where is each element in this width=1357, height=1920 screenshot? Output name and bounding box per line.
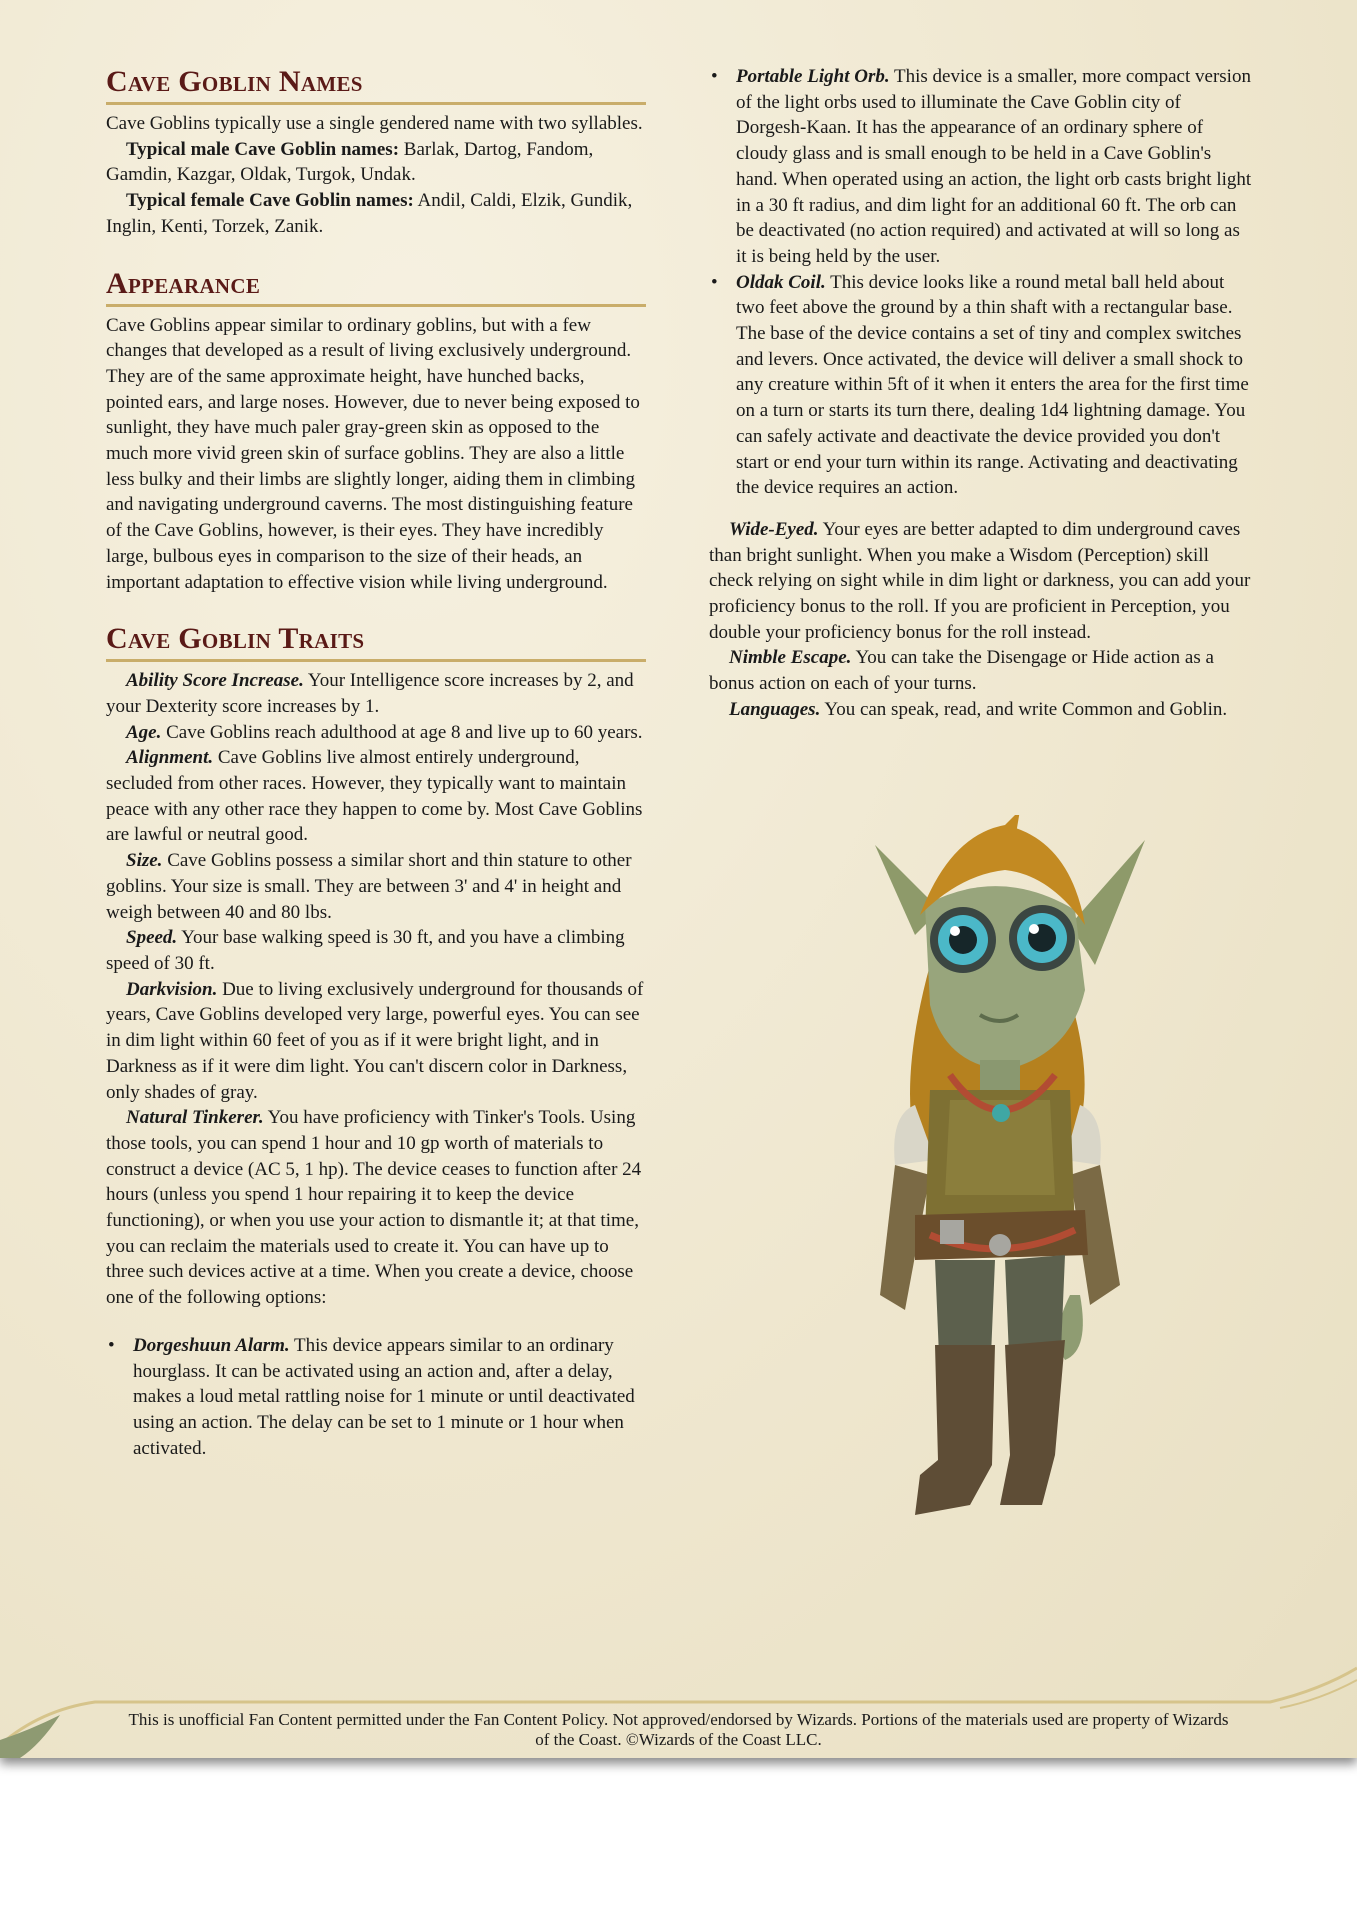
left-column xyxy=(106,64,646,1461)
device-text: This device is a smaller, more compact version of the light orbs used to illuminate the Cave Goblin city of Dorgesh-Kaan. It has the appearance of an ordinary sphere of cloudy glass and is small enough to be held in a Cave Goblin's hand. When operated using an action, the light orb casts bright light in a 30 ft radius, and dim light for an additional 60 ft. The orb can be deactivated (no action required) and activated at will so long as it is being held by the user. xyxy=(736,66,1252,267)
device-label: Portable Light Orb. xyxy=(736,66,890,87)
footer-disclaimer: This is unofficial Fan Content permitted under the Fan Content Policy. Not approved/endorsed by Wizards. Portions of the materials used are property of Wizards of the Coast. ©Wizards of the Coast LLC. xyxy=(128,1710,1229,1749)
trait-text: Your Intelligence score increases by 2, and your Dexterity score increases by 1. xyxy=(106,670,634,717)
female-names-label: Typical female Cave Goblin names: xyxy=(126,190,414,212)
male-names-list: Barlak, Dartog, Fandom, Gamdin, Kazgar, Oldak, Turgok, Undak. xyxy=(106,138,594,186)
device-list xyxy=(106,1333,646,1462)
names-intro: Cave Goblins typically use a single gendered name with two syllables. xyxy=(106,113,643,134)
trait-text: Your eyes are better adapted to dim underground caves than bright sunlight. When you make a Wisdom (Perception) skill check relying on sight while in dim light or darkness, you can add your proficiency bonus to the roll. If you are proficient in Perception, you double your proficiency bonus for the roll instead. xyxy=(709,518,1251,643)
trait-paragraph xyxy=(709,517,1252,646)
trait-label: Alignment. xyxy=(126,747,214,769)
device-list-continued xyxy=(709,64,1252,501)
trait-label: Languages. xyxy=(729,698,821,720)
trait-text: Cave Goblins reach adulthood at age 8 and live up to 60 years. xyxy=(161,721,643,743)
male-names-label: Typical male Cave Goblin names: xyxy=(126,138,400,160)
trait-text: Cave Goblins live almost entirely underground, secluded from other races. However, they typically want to maintain peace with any other race they happen to come by. Most Cave Goblins are lawful or neutral good. xyxy=(106,747,643,846)
trait-text: You can speak, read, and write Common and Goblin. xyxy=(820,698,1228,720)
trait-text: Your base walking speed is 30 ft, and you have a climbing speed of 30 ft. xyxy=(106,927,625,974)
right-column xyxy=(709,64,1252,723)
section-heading-traits: Cave Goblin Traits xyxy=(106,621,646,662)
trait-paragraph xyxy=(106,1105,646,1311)
trait-paragraph xyxy=(106,977,646,1106)
trait-label: Age. xyxy=(126,721,162,743)
trait-text: Cave Goblins possess a similar short and thin stature to other goblins. Your size is small. They are between 3' and 4' in height and weigh between 40 and 80 lbs. xyxy=(106,850,632,923)
trait-paragraph xyxy=(106,720,646,746)
trait-label: Ability Score Increase. xyxy=(126,670,304,692)
trait-label: Natural Tinkerer. xyxy=(126,1107,264,1129)
trait-text: You can take the Disengage or Hide action as a bonus action on each of your turns. xyxy=(709,647,1214,695)
device-label: Oldak Coil. xyxy=(736,271,826,293)
trait-paragraph xyxy=(106,668,646,719)
section-heading-appearance: Appearance xyxy=(106,266,646,307)
trait-paragraph xyxy=(106,848,646,925)
cave-goblin-illustration xyxy=(820,815,1170,1530)
trait-paragraph xyxy=(106,925,646,976)
traits-section xyxy=(106,621,646,1461)
trait-text: You have proficiency with Tinker's Tools. Using those tools, you can spend 1 hour and 10 gp worth of materials to construct a device (AC 5, 1 hp). The device ceases to function after 24 hours (unless you spend 1 hour repairing it to keep the device functioning), or when you use your action to dismantle it; at that time, you can reclaim the materials used to create it. You can have up to three such devices active at a time. When you create a device, choose one of the following options: xyxy=(106,1107,642,1309)
trait-paragraph xyxy=(709,645,1252,696)
appearance-section xyxy=(106,266,646,596)
female-names xyxy=(106,188,646,239)
bullet: • xyxy=(711,271,718,293)
trait-label: Wide-Eyed. xyxy=(729,518,819,540)
device-text: This device looks like a round metal ball held about two feet above the ground by a thin shaft with a rectangular base. The base of the device contains a set of tiny and complex switches and levers. Once activated, the device will deliver a small shock to any creature within 5ft of it when it enters the area for the first time on a turn or starts its turn there, dealing 1d4 lightning damage. You can safely activate and deactivate the device provided you don't start or end your turn within its range. Activating and deactivating the device requires an action. xyxy=(736,271,1249,499)
appearance-text: Cave Goblins appear similar to ordinary goblins, but with a few changes that developed as a result of living exclusively underground. They are of the same approximate height, have hunched backs, pointed ears, and large noses. However, due to never being exposed to sunlight, they have much paler gray-green skin as opposed to the much more vivid green skin of surface goblins. They are also a little less bulky and their limbs are slightly longer, aiding them in climbing and navigating underground caverns. The most distinguishing feature of the Cave Goblins, however, is their eyes. They have incredibly large, bulbous eyes in comparison to the size of their heads, an important adaptation to effective vision while living underground. xyxy=(106,314,640,593)
trait-label: Size. xyxy=(126,850,163,872)
device-item xyxy=(709,64,1252,270)
bullet: • xyxy=(108,1334,115,1356)
trait-text: Due to living exclusively underground for thousands of years, Cave Goblins developed very large, powerful eyes. You can see in dim light within 60 feet of you as if it were bright light, and in Darkness as if it were dim light. You can't discern color in Darkness, only shades of gray. xyxy=(106,978,644,1103)
bullet: • xyxy=(711,66,718,87)
trait-label: Speed. xyxy=(126,927,178,949)
device-text: This device appears similar to an ordinary hourglass. It can be activated using an action and, after a delay, makes a loud metal rattling noise for 1 minute or until deactivated using an action. The delay can be set to 1 minute or 1 hour when activated. xyxy=(133,1334,635,1459)
female-names-list: Andil, Caldi, Elzik, Gundik, Inglin, Kenti, Torzek, Zanik. xyxy=(106,190,633,237)
trait-paragraph xyxy=(709,697,1252,723)
trait-label: Darkvision. xyxy=(126,978,218,1000)
device-item xyxy=(106,1333,646,1462)
device-item xyxy=(709,270,1252,501)
trait-paragraph xyxy=(106,745,646,848)
device-label: Dorgeshuun Alarm. xyxy=(133,1334,290,1356)
section-heading-names: Cave Goblin Names xyxy=(106,64,646,105)
names-section xyxy=(106,64,646,240)
trait-label: Nimble Escape. xyxy=(729,647,852,669)
male-names xyxy=(106,137,646,188)
